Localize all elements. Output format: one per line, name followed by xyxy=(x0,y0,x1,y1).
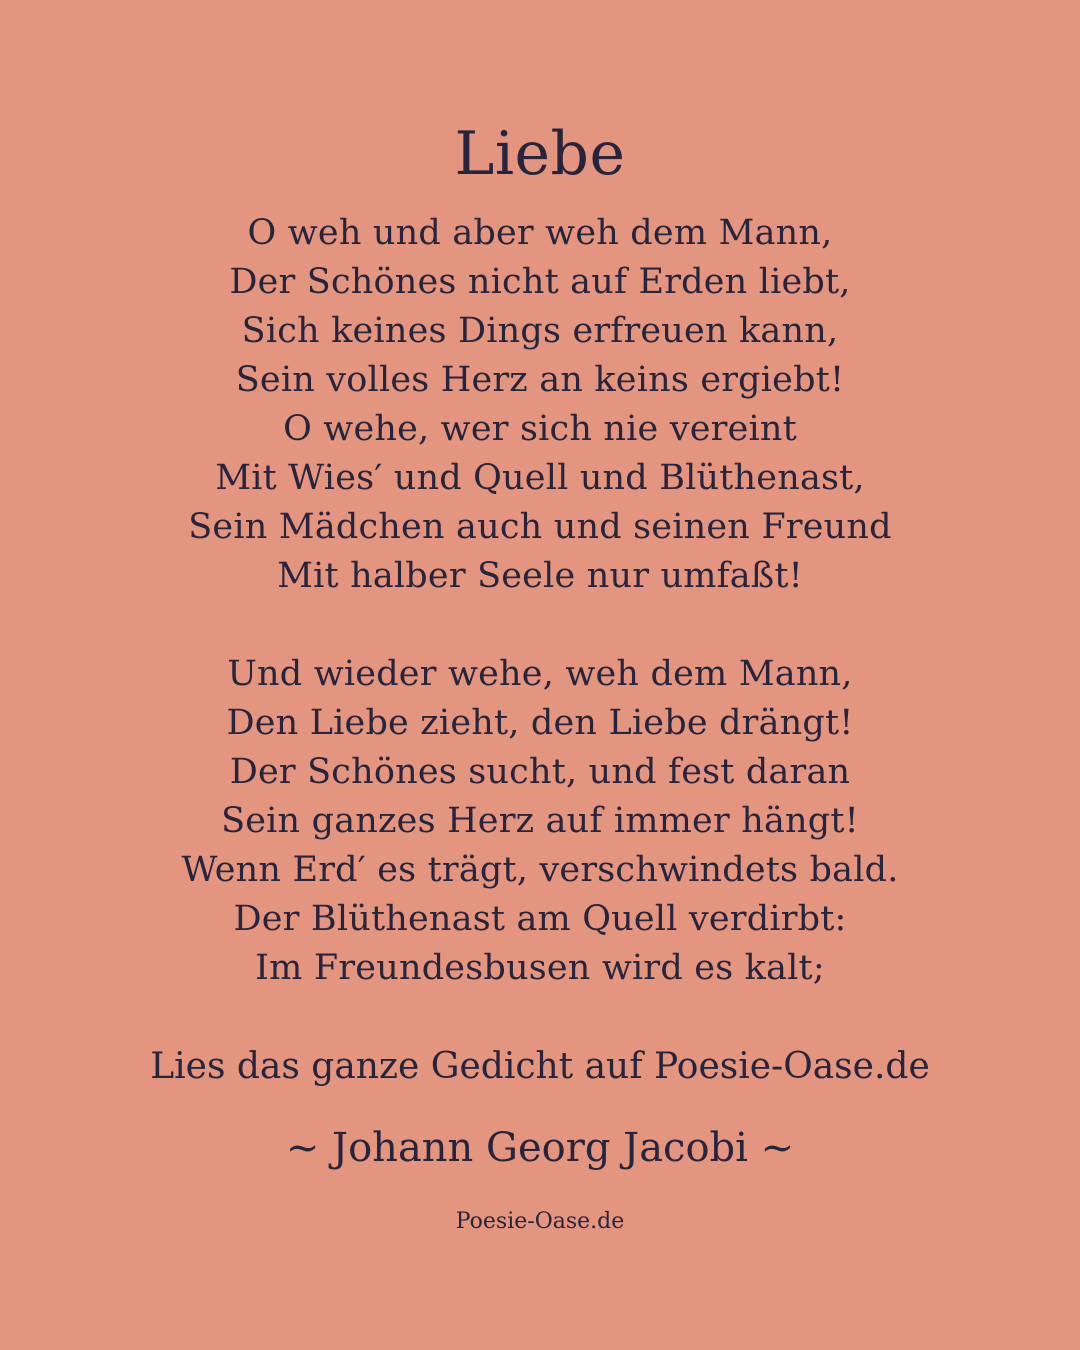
poem-line: Mit Wies′ und Quell und Blüthenast, xyxy=(215,458,865,498)
poem-line: Im Freundesbusen wird es kalt; xyxy=(255,948,825,988)
poem-author: ~ Johann Georg Jacobi ~ xyxy=(285,1125,795,1171)
poem-line: Der Blüthenast am Quell verdirbt: xyxy=(233,899,847,939)
poem-line: Sein ganzes Herz auf immer hängt! xyxy=(221,801,859,841)
poem-title: Liebe xyxy=(454,119,626,189)
poem-line: O weh und aber weh dem Mann, xyxy=(247,213,833,253)
poem-line: Wenn Erd′ es trägt, verschwindets bald. xyxy=(181,850,899,890)
poem-line: Und wieder wehe, weh dem Mann, xyxy=(227,654,853,694)
stanza-1 xyxy=(0,209,1080,601)
poem-line: Mit halber Seele nur umfaßt! xyxy=(277,556,803,596)
poem-line: Der Schönes sucht, und fest daran xyxy=(229,752,851,792)
poem-line: O wehe, wer sich nie vereint xyxy=(283,409,797,449)
read-full-poem-text: Lies das ganze Gedicht auf Poesie-Oase.de xyxy=(150,1046,930,1087)
poem-line: Sein volles Herz an keins ergiebt! xyxy=(235,360,845,400)
poem-line: Sich keines Dings erfreuen kann, xyxy=(241,311,839,351)
site-watermark: Poesie-Oase.de xyxy=(455,1209,625,1234)
poem-line: Sein Mädchen auch und seinen Freund xyxy=(188,507,892,547)
stanza-2 xyxy=(0,650,1080,993)
poem-line: Den Liebe zieht, den Liebe drängt! xyxy=(226,703,854,743)
poem-line: Der Schönes nicht auf Erden liebt, xyxy=(229,262,851,302)
